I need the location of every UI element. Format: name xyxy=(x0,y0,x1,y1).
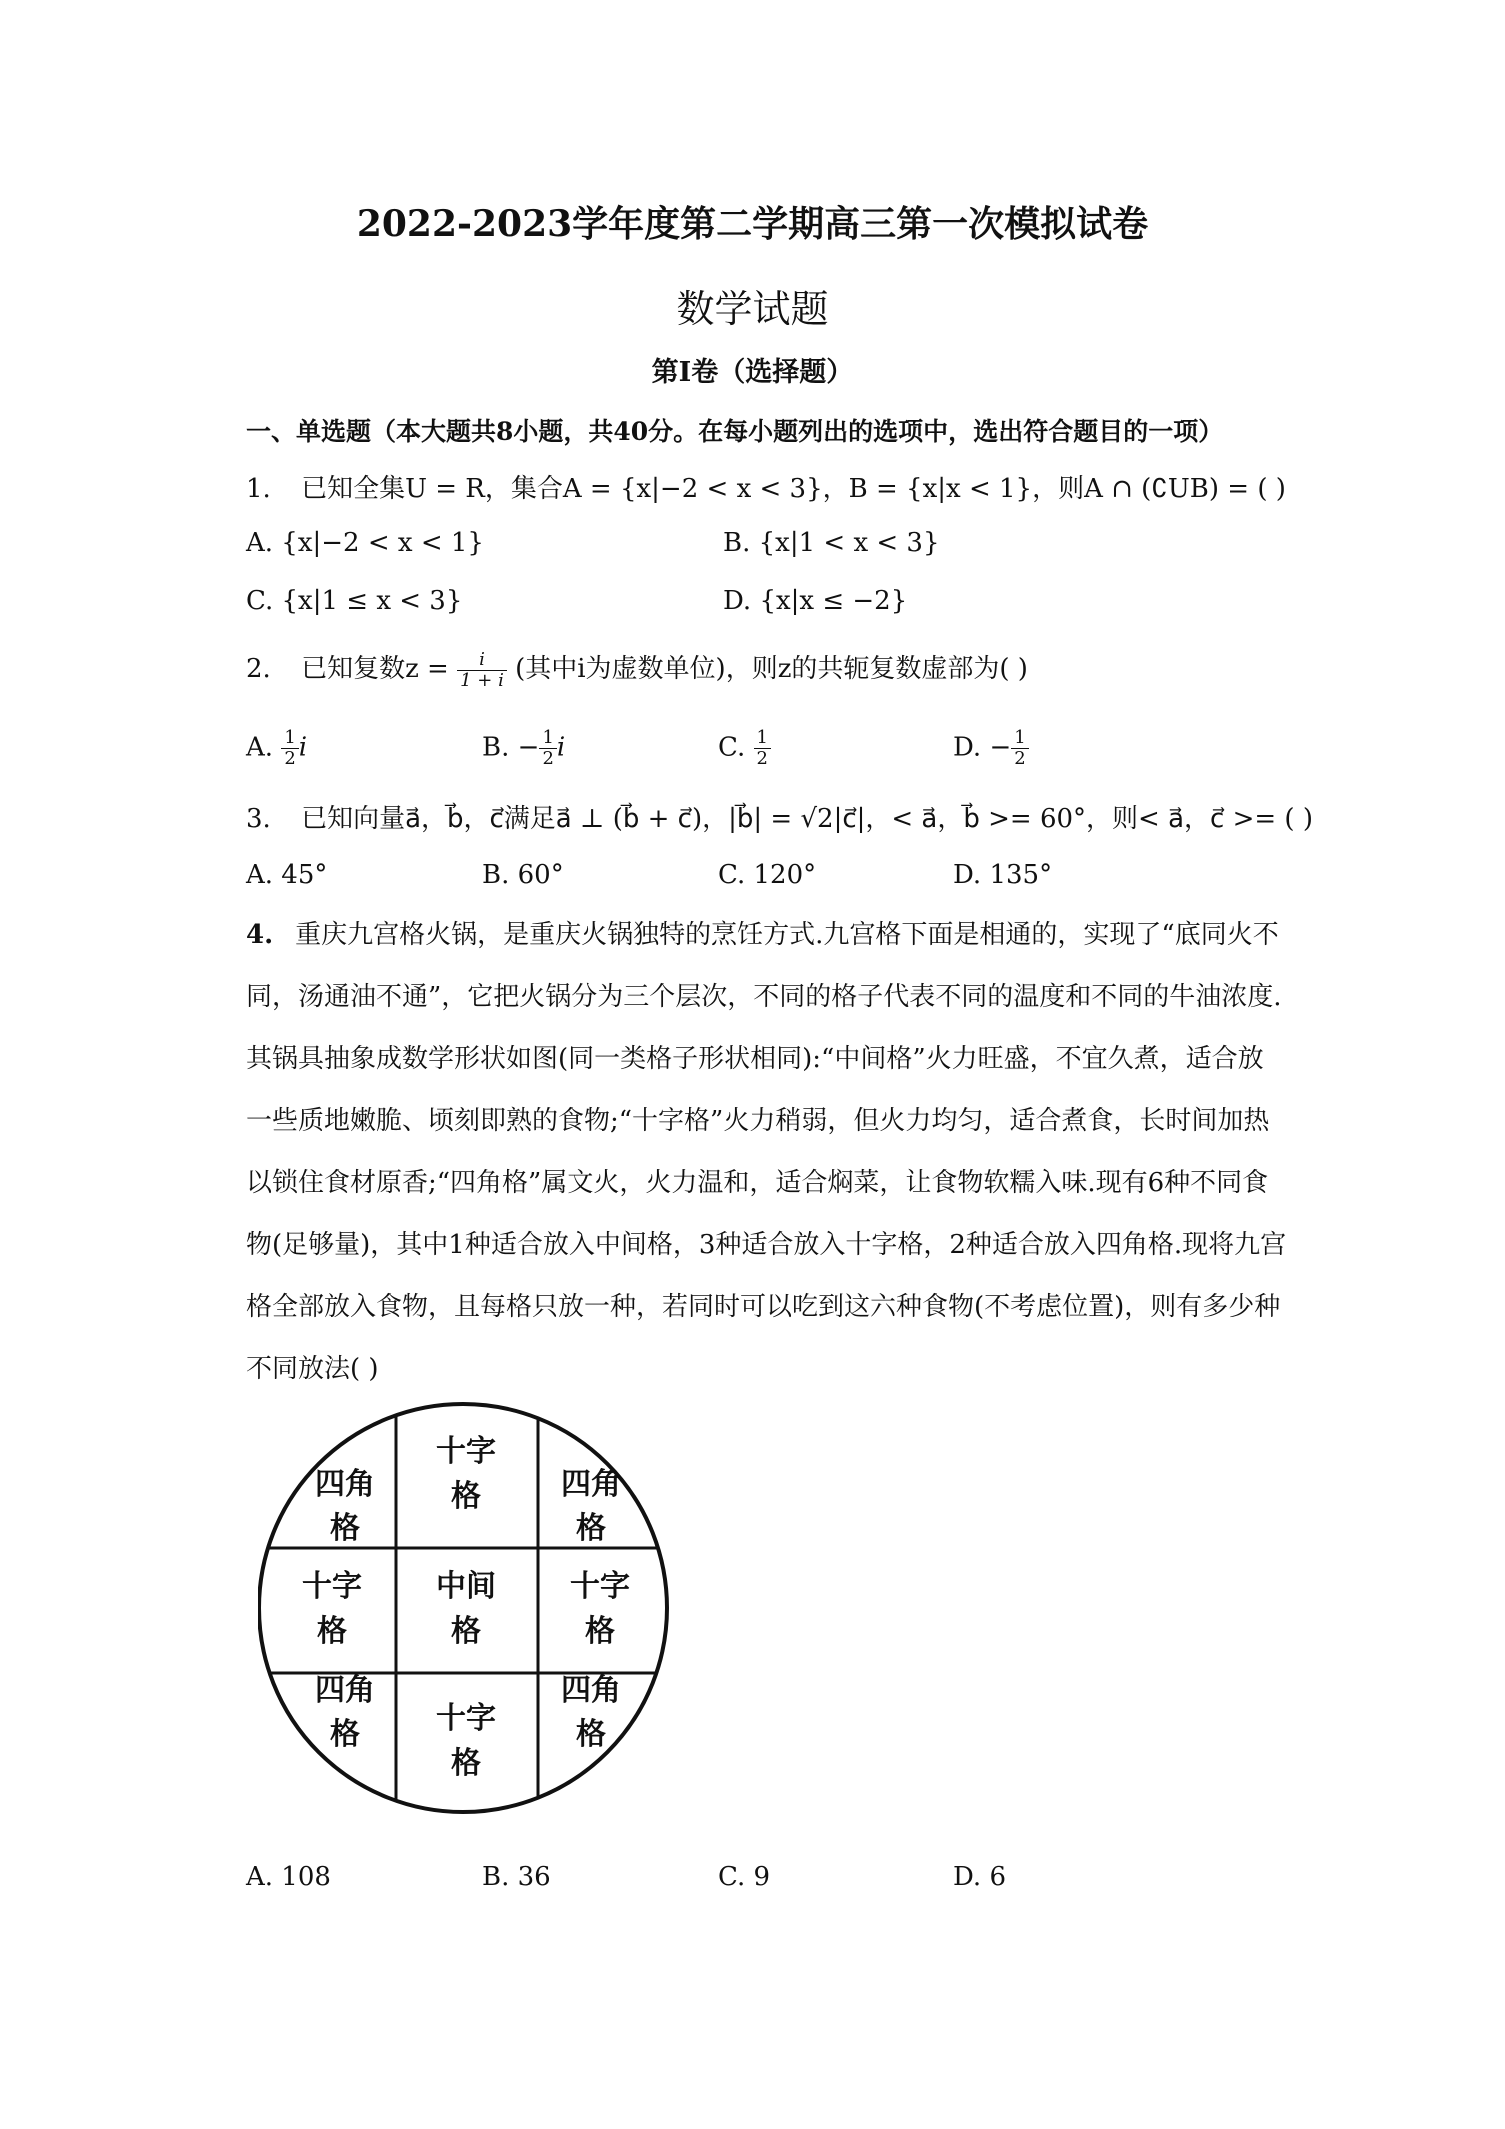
cell-text: 格 xyxy=(585,1614,615,1649)
option-c xyxy=(718,728,771,769)
question-line: 重庆九宫格火锅，是重庆火锅独特的烹饪方式.九宫格下面是相通的，实现了“底同火不 xyxy=(295,920,1279,950)
option-b xyxy=(482,728,565,769)
question-line: 一些质地嫩脆、顷刻即熟的食物;“十字格”火力稍弱，但火力均匀，适合煮食，长时间加热 xyxy=(246,1106,1270,1136)
hotpot-grid-figure xyxy=(258,1398,678,1818)
cell-text: 格 xyxy=(576,1717,606,1752)
cell-text: 十字 xyxy=(436,1701,496,1736)
option-tail: i xyxy=(298,732,308,763)
option-d xyxy=(953,728,1029,769)
question-stem-post: (其中i为虚数单位)，则z的共轭复数虚部为( ) xyxy=(515,654,1028,684)
question-number: 4. xyxy=(246,920,274,950)
option-c: C. {x|1 ≤ x < 3} xyxy=(246,586,463,616)
fraction-denominator: 2 xyxy=(542,748,554,769)
fraction-denominator: 2 xyxy=(756,748,768,769)
option-a: A. 108 xyxy=(246,1862,331,1892)
exam-title: 2022-2023学年度第二学期高三第一次模拟试卷 xyxy=(356,203,1149,245)
section-heading: 一、单选题（本大题共8小题，共40分。在每小题列出的选项中，选出符合题目的一项） xyxy=(246,417,1224,446)
option-a: A. 45° xyxy=(246,860,328,890)
question-number: 2. xyxy=(246,654,271,684)
cell-text: 格 xyxy=(330,1717,360,1752)
cell-text: 格 xyxy=(451,1479,481,1514)
cell-text: 格 xyxy=(576,1511,606,1546)
volume-heading: 第I卷（选择题） xyxy=(651,357,854,388)
cell-text: 格 xyxy=(451,1614,481,1649)
question-line: 以锁住食材原香;“四角格”属文火，火力温和，适合焖菜，让食物软糯入味.现有6种不同食 xyxy=(246,1168,1269,1198)
option-label: A. xyxy=(246,732,274,763)
option-label: B. xyxy=(482,732,510,763)
fraction-denominator: 2 xyxy=(284,748,296,769)
cell-text: 十字 xyxy=(302,1569,362,1604)
option-a: A. {x|−2 < x < 1} xyxy=(246,528,484,558)
fraction-numerator: 1 xyxy=(1011,728,1028,749)
fraction xyxy=(754,728,771,769)
cell-text: 十字 xyxy=(436,1434,496,1469)
option-label: C. xyxy=(718,732,746,763)
option-b: B. {x|1 < x < 3} xyxy=(723,528,940,558)
question-line: 同，汤通油不通”，它把火锅分为三个层次，不同的格子代表不同的温度和不同的牛油浓度. xyxy=(246,982,1282,1012)
option-d: D. 135° xyxy=(953,860,1053,890)
option-d: D. {x|x ≤ −2} xyxy=(723,586,908,616)
question-3 xyxy=(246,798,1313,835)
option-c: C. 9 xyxy=(718,1862,771,1892)
cell-text: 格 xyxy=(317,1614,347,1649)
question-line: 其锅具抽象成数学形状如图(同一类格子形状相同):“中间格”火力旺盛，不宜久煮，适合放 xyxy=(246,1044,1264,1074)
question-4 xyxy=(246,904,1326,1400)
question-2 xyxy=(246,648,1028,691)
fraction xyxy=(1011,728,1028,769)
option-b: B. 60° xyxy=(482,860,564,890)
question-line: 格全部放入食物，且每格只放一种，若同时可以吃到这六种食物(不考虑位置)，则有多少种 xyxy=(246,1292,1281,1322)
exam-subtitle: 数学试题 xyxy=(676,287,829,331)
fraction-numerator: 1 xyxy=(754,728,771,749)
question-stem: 已知向量a⃗，b⃗，c⃗满足a⃗ ⊥ (b⃗ + c⃗)，|b⃗| = √2|c⃗|，< a⃗，b⃗ >= 60°，则< a⃗，c⃗ >= ( ) xyxy=(301,804,1313,834)
cell-text: 四角 xyxy=(315,1467,375,1502)
cell-text: 四角 xyxy=(561,1673,621,1708)
option-d: D. 6 xyxy=(953,1862,1006,1892)
question-number: 1. xyxy=(246,474,271,504)
cell-text: 四角 xyxy=(561,1467,621,1502)
question-number: 3. xyxy=(246,804,271,834)
option-b: B. 36 xyxy=(482,1862,551,1892)
cell-text: 中间 xyxy=(436,1569,496,1604)
question-stem-pre: 已知复数z = xyxy=(301,654,449,684)
fraction-numerator: 1 xyxy=(281,728,298,749)
question-line: 不同放法( ) xyxy=(246,1354,379,1384)
fraction xyxy=(539,728,556,769)
cell-text: 十字 xyxy=(570,1569,630,1604)
cell-text: 四角 xyxy=(315,1673,375,1708)
option-c: C. 120° xyxy=(718,860,817,890)
fraction xyxy=(457,650,507,691)
option-label: D. xyxy=(953,732,982,763)
fraction-numerator: i xyxy=(457,650,507,671)
option-tail: i xyxy=(556,732,566,763)
fraction-denominator: 2 xyxy=(1014,748,1026,769)
option-sign: − xyxy=(517,732,540,763)
question-1 xyxy=(246,468,1286,505)
fraction-denominator: 1 + i xyxy=(460,669,504,691)
fraction xyxy=(281,728,298,769)
cell-text: 格 xyxy=(451,1746,481,1781)
question-line: 物(足够量)，其中1种适合放入中间格，3种适合放入十字格，2种适合放入四角格.现将九宫 xyxy=(246,1230,1287,1260)
option-sign: − xyxy=(989,732,1012,763)
cell-text: 格 xyxy=(330,1511,360,1546)
question-stem: 已知全集U = R，集合A = {x|−2 < x < 3}，B = {x|x < 1}，则A ∩ (∁UB) = ( ) xyxy=(301,474,1286,504)
option-a xyxy=(246,728,307,769)
fraction-numerator: 1 xyxy=(539,728,556,749)
